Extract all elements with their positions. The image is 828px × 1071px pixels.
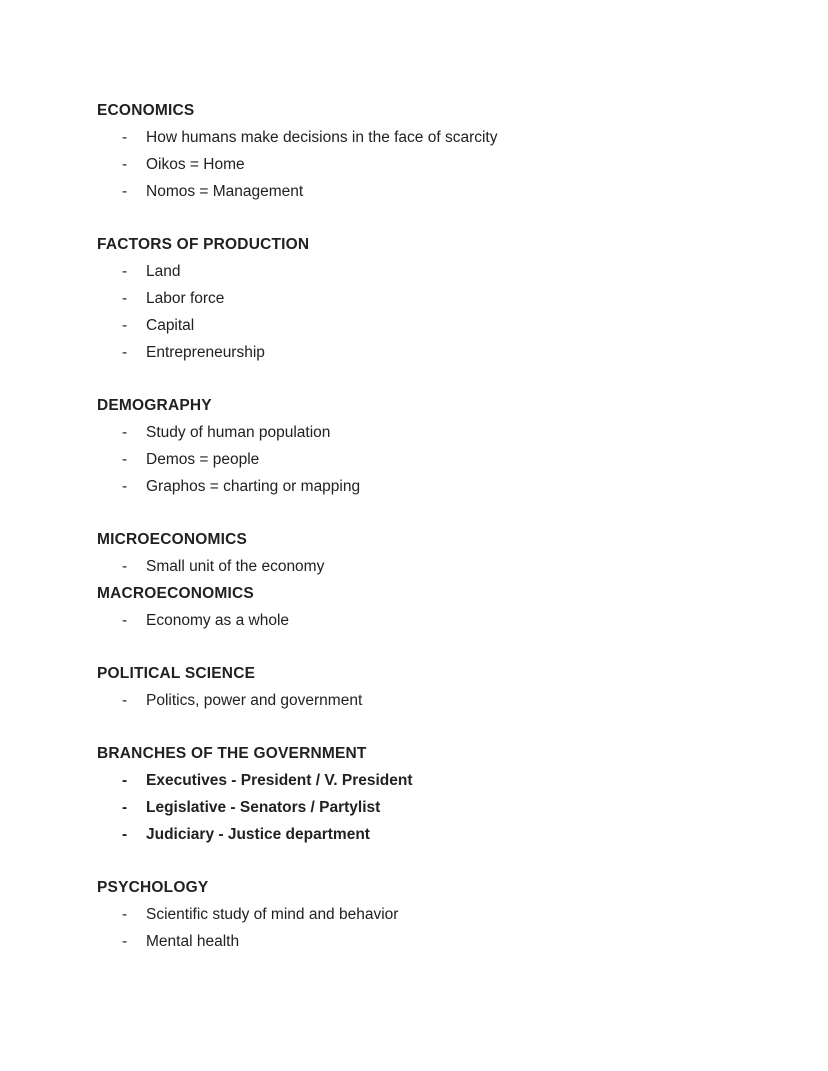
- list-item-text: Legislative - Senators / Partylist: [146, 799, 381, 816]
- bullet-dash: -: [122, 478, 128, 495]
- section: [97, 660, 748, 714]
- list-item-text: Land: [146, 263, 181, 280]
- list-item: [97, 285, 748, 312]
- list-item-text: Scientific study of mind and behavior: [146, 906, 399, 923]
- section: [97, 580, 748, 634]
- bullet-dash: -: [122, 129, 128, 146]
- list-item: [97, 607, 748, 634]
- list-item-text: Study of human population: [146, 424, 331, 441]
- list-item-text: Politics, power and government: [146, 692, 363, 709]
- list-item: [97, 339, 748, 366]
- section: [97, 526, 748, 580]
- section-heading: BRANCHES OF THE GOVERNMENT: [97, 745, 367, 762]
- section: [97, 874, 748, 955]
- bullet-dash: -: [122, 612, 128, 629]
- bullet-dash: -: [122, 799, 128, 816]
- list-item: [97, 258, 748, 285]
- section: [97, 231, 748, 366]
- list-item-text: Oikos = Home: [146, 156, 245, 173]
- section-heading: PSYCHOLOGY: [97, 879, 209, 896]
- bullet-dash: -: [122, 906, 128, 923]
- list-item: [97, 446, 748, 473]
- section: [97, 740, 748, 848]
- list-item-text: How humans make decisions in the face of scarcity: [146, 129, 498, 146]
- list-item: [97, 151, 748, 178]
- bullet-dash: -: [122, 826, 128, 843]
- section-heading: DEMOGRAPHY: [97, 397, 212, 414]
- bullet-dash: -: [122, 692, 128, 709]
- list-item-text: Judiciary - Justice department: [146, 826, 370, 843]
- list-item-text: Small unit of the economy: [146, 558, 325, 575]
- bullet-dash: -: [122, 183, 128, 200]
- bullet-dash: -: [122, 344, 128, 361]
- list-item-text: Nomos = Management: [146, 183, 304, 200]
- list-item-text: Economy as a whole: [146, 612, 290, 629]
- list-item-text: Demos = people: [146, 451, 260, 468]
- bullet-dash: -: [122, 933, 128, 950]
- bullet-dash: -: [122, 451, 128, 468]
- list-item-text: Mental health: [146, 933, 240, 950]
- list-item: [97, 124, 748, 151]
- list-item-text: Executives - President / V. President: [146, 772, 413, 789]
- section-heading: MACROECONOMICS: [97, 585, 254, 602]
- bullet-dash: -: [122, 558, 128, 575]
- section: [97, 392, 748, 500]
- list-item-text: Entrepreneurship: [146, 344, 265, 361]
- list-item: [97, 794, 748, 821]
- list-item: [97, 687, 748, 714]
- bullet-dash: -: [122, 424, 128, 441]
- list-item-text: Graphos = charting or mapping: [146, 478, 361, 495]
- bullet-dash: -: [122, 772, 128, 789]
- list-item: [97, 312, 748, 339]
- list-item: [97, 178, 748, 205]
- section-heading: FACTORS OF PRODUCTION: [97, 236, 310, 253]
- list-item-text: Labor force: [146, 290, 225, 307]
- section: [97, 97, 748, 205]
- section-heading: MICROECONOMICS: [97, 531, 248, 548]
- section-heading: ECONOMICS: [97, 102, 195, 119]
- list-item: [97, 821, 748, 848]
- section-heading: POLITICAL SCIENCE: [97, 665, 256, 682]
- list-item: [97, 473, 748, 500]
- list-item: [97, 553, 748, 580]
- list-item: [97, 419, 748, 446]
- list-item: [97, 767, 748, 794]
- bullet-dash: -: [122, 290, 128, 307]
- document-body: [97, 97, 748, 955]
- bullet-dash: -: [122, 156, 128, 173]
- list-item-text: Capital: [146, 317, 195, 334]
- list-item: [97, 901, 748, 928]
- bullet-dash: -: [122, 263, 128, 280]
- list-item: [97, 928, 748, 955]
- bullet-dash: -: [122, 317, 128, 334]
